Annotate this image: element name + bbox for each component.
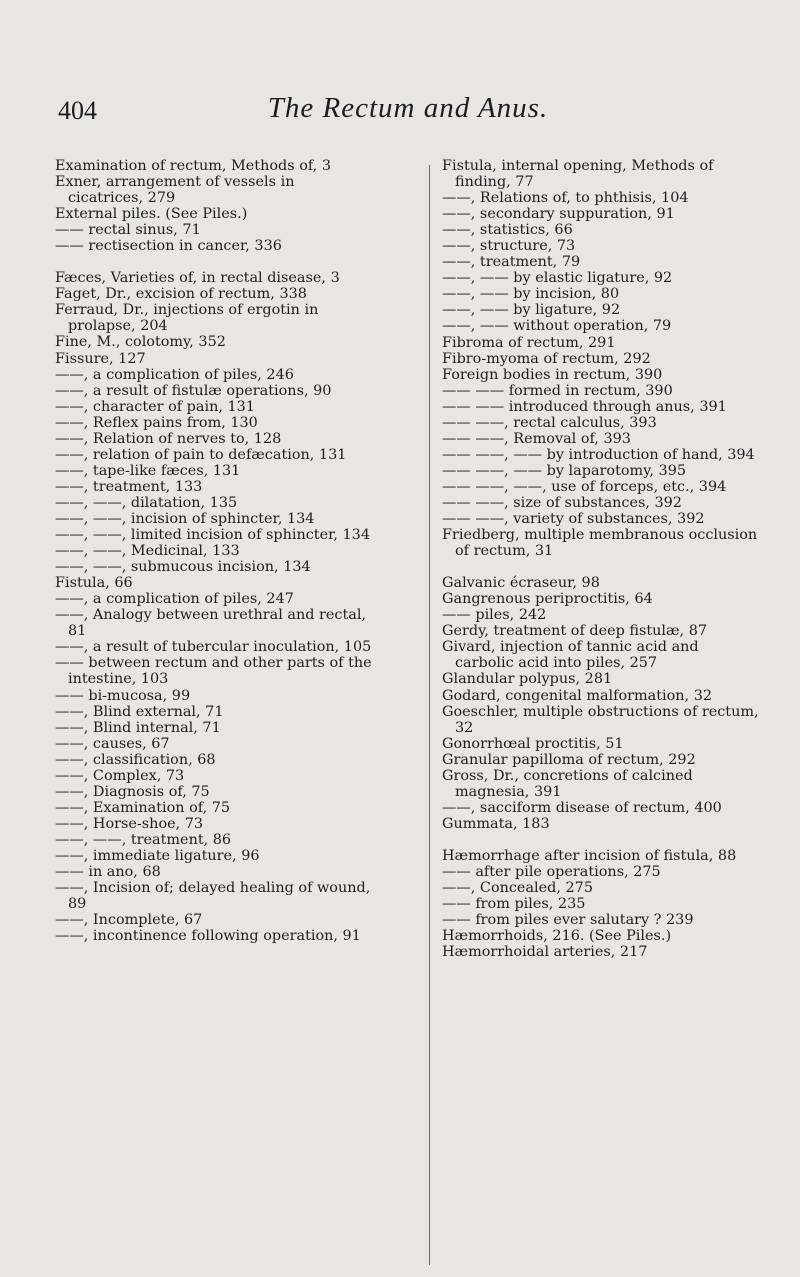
index-entry: Exner, arrangement of vessels in cicatrices, 279 [55,174,295,207]
index-entry: Fæces, Varieties of, in rectal disease, 3 [55,270,340,287]
index-entry: ——, a result of fistulæ operations, 90 [55,382,332,399]
index-entry: ——, ——, submucous incision, 134 [55,559,311,576]
index-entry: ——, incontinence following operation, 91 [55,928,361,945]
index-entry: Gonorrhœal proctitis, 51 [442,735,624,752]
index-entry: —— ——, Removal of, 393 [442,430,631,447]
index-entry: —— in ano, 68 [55,864,161,881]
index-entry: —— ——, variety of substances, 392 [442,511,705,528]
index-entry: —— ——, ——, use of forceps, etc., 394 [442,478,727,495]
index-column-right [442,158,760,960]
index-entry: ——, —— by elastic ligature, 92 [442,270,673,287]
index-entry: ——, treatment, 133 [55,478,203,495]
column-divider [429,165,430,1265]
index-entry: External piles. (See Piles.) [55,206,248,223]
index-entry: —— piles, 242 [442,607,547,624]
index-entry: Granular papilloma of rectum, 292 [442,751,696,768]
index-entry: Gross, Dr., concretions of calcined magnesia, 391 [442,767,693,800]
index-entry: Fine, M., colotomy, 352 [55,334,226,351]
index-entry: Fistula, internal opening, Methods of finding, 77 [442,158,714,191]
index-entry: ——, —— by ligature, 92 [442,302,621,319]
index-entry: Givard, injection of tannic acid and carbolic acid into piles, 257 [442,639,699,672]
index-entry: ——, Blind internal, 71 [55,719,221,736]
index-entry: Gangrenous periproctitis, 64 [442,591,653,608]
index-entry: —— —— formed in rectum, 390 [442,382,673,399]
index-entry: ——, sacciform disease of rectum, 400 [442,799,722,816]
index-entry: ——, Reflex pains from, 130 [55,414,258,431]
index-entry: —— ——, —— by introduction of hand, 394 [442,446,755,463]
index-entry: —— from piles ever salutary ? 239 [442,912,694,929]
index-entry: —— ——, —— by laparotomy, 395 [442,462,687,479]
running-title: The Rectum and Anus. [267,92,549,124]
index-entry: ——, a result of tubercular inoculation, 105 [55,639,372,656]
index-entry: ——, immediate ligature, 96 [55,847,260,864]
index-column-left [55,158,373,944]
index-entry: ——, Complex, 73 [55,767,185,784]
index-entry: —— ——, rectal calculus, 393 [442,414,657,431]
index-entry: ——, ——, limited incision of sphincter, 134 [55,527,370,544]
index-entry: ——, Examination of, 75 [55,799,231,816]
index-entry: ——, Incomplete, 67 [55,912,203,929]
index-entry: Fibroma of rectum, 291 [442,334,616,351]
index-entry: ——, ——, Medicinal, 133 [55,543,240,560]
index-entry: Godard, congenital malformation, 32 [442,687,713,704]
index-entry: ——, Concealed, 275 [442,880,593,897]
index-entry: —— —— introduced through anus, 391 [442,398,727,415]
index-entry: Hæmorrhage after incision of fistula, 88 [442,847,737,864]
index-entry: Hæmorrhoidal arteries, 217 [442,944,648,961]
index-entry: ——, structure, 73 [442,238,576,255]
index-entry: —— rectal sinus, 71 [55,222,201,239]
index-entry: ——, ——, dilatation, 135 [55,494,238,511]
index-entry: ——, Analogy between urethral and rectal, 81 [55,607,367,640]
index-entry: Fistula, 66 [55,575,133,592]
index-entry: Galvanic écraseur, 98 [442,575,600,592]
index-entry: —— between rectum and other parts of the intestine, 103 [55,655,372,688]
index-entry: Fibro-myoma of rectum, 292 [442,350,651,367]
index-entry: Gerdy, treatment of deep fistulæ, 87 [442,623,708,640]
index-entry: —— from piles, 235 [442,896,586,913]
index-entry: ——, a complication of piles, 247 [55,591,294,608]
index-entry: Foreign bodies in rectum, 390 [442,366,663,383]
index-entry: ——, causes, 67 [55,735,170,752]
index-entry: ——, Diagnosis of, 75 [55,783,210,800]
index-entry: ——, treatment, 79 [442,254,581,271]
index-entry: —— rectisection in cancer, 336 [55,238,282,255]
index-entry: —— after pile operations, 275 [442,863,661,880]
index-entry: Faget, Dr., excision of rectum, 338 [55,286,307,303]
index-entry: ——, Relation of nerves to, 128 [55,430,282,447]
index-entry: ——, Incision of; delayed healing of wound, 89 [55,880,371,913]
index-entry: —— ——, size of substances, 392 [442,494,682,511]
index-entry: ——, Blind external, 71 [55,703,224,720]
index-entry: ——, statistics, 66 [442,222,573,239]
index-entry: ——, character of pain, 131 [55,398,255,415]
index-entry: Examination of rectum, Methods of, 3 [55,158,331,174]
index-entry: ——, secondary suppuration, 91 [442,206,675,223]
index-entry: ——, a complication of piles, 246 [55,366,294,383]
index-entry: ——, Horse-shoe, 73 [55,815,204,832]
index-entry: ——, —— by incision, 80 [442,286,620,303]
index-entry: ——, Relations of, to phthisis, 104 [442,190,689,207]
index-entry: ——, relation of pain to defæcation, 131 [55,446,347,463]
index-entry: Friedberg, multiple membranous occlusion of rectum, 31 [442,527,758,560]
index-entry: Ferraud, Dr., injections of ergotin in prolapse, 204 [55,302,319,335]
index-entry: Goeschler, multiple obstructions of rectum, 32 [442,703,759,736]
index-entry: ——, classification, 68 [55,751,216,768]
index-entry: Glandular polypus, 281 [442,671,613,688]
index-entry: Fissure, 127 [55,350,146,367]
page-number: 404 [58,96,97,125]
index-entry: ——, tape-like fæces, 131 [55,462,241,479]
page-header [58,92,758,132]
index-entry: Hæmorrhoids, 216. (See Piles.) [442,928,672,945]
index-entry: —— bi-mucosa, 99 [55,687,191,704]
index-entry: ——, ——, incision of sphincter, 134 [55,510,315,527]
index-entry: ——, —— without operation, 79 [442,318,672,335]
index-entry: Gummata, 183 [442,815,550,832]
index-entry: ——, ——, treatment, 86 [55,831,232,848]
